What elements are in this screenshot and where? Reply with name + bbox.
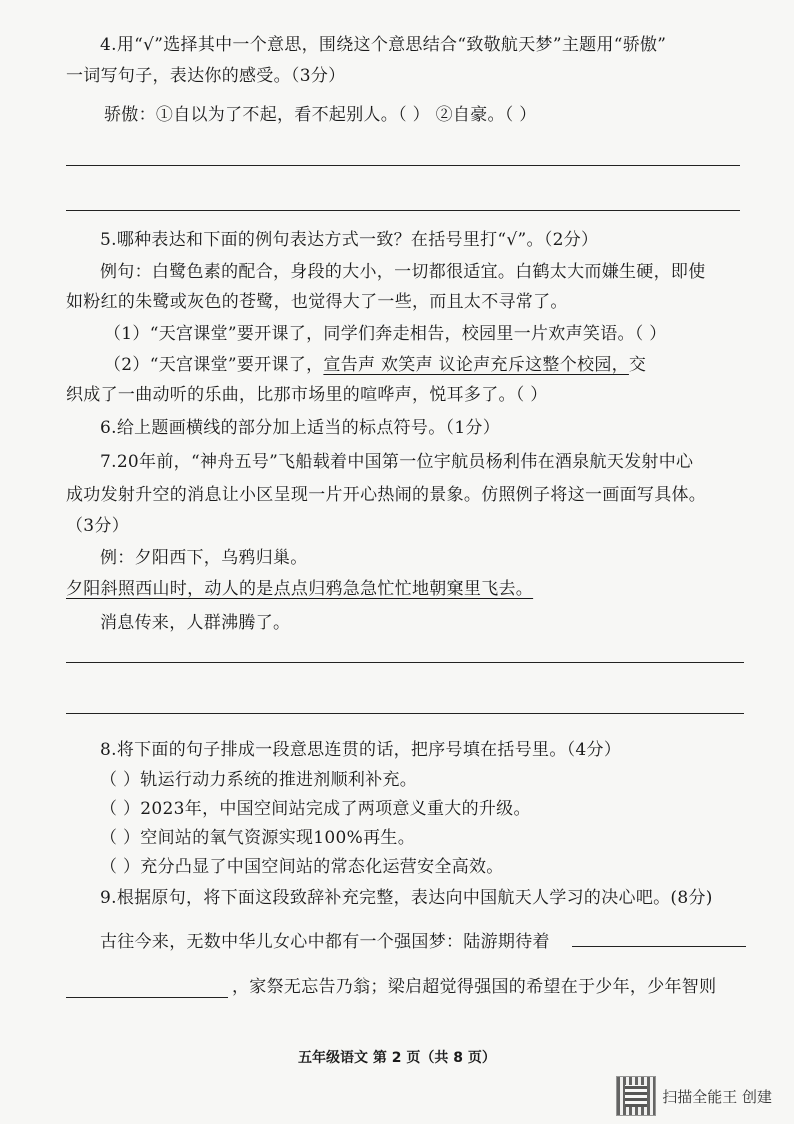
q8-item[interactable]: （ ）充分凸显了中国空间站的常态化运营安全高效。 — [100, 857, 504, 877]
q5-option2-line2: 织成了一曲动听的乐曲，比那市场里的喧哗声，悦耳多了。（ ） — [66, 385, 548, 405]
q9-para2: ，家祭无忘告乃翁；梁启超觉得强国的希望在于少年，少年智则 — [232, 977, 717, 997]
q5-option1: （1）“天宫课堂”要开课了，同学们奔走相告，校园里一片欢声笑语。（ ） — [104, 324, 667, 344]
q7-prompt: 消息传来，人群沸腾了。 — [100, 613, 291, 633]
q7-line3: （3分） — [66, 516, 130, 536]
q5-option2-post: 交 — [628, 355, 647, 375]
q5-option2-pre: （2）“天宫课堂”要开课了， — [104, 355, 324, 375]
q6-line1: 6.给上题画横线的部分加上适当的标点符号。（1分） — [100, 418, 501, 438]
q9-para1: 古往今来，无数中华儿女心中都有一个强国梦：陆游期待着 — [100, 932, 550, 952]
q5-example2: 如粉红的朱鹭或灰色的苍鹭，也觉得大了一些，而且太不寻常了。 — [66, 292, 568, 312]
q8-item[interactable]: （ ）2023年，中国空间站完成了两项意义重大的升级。 — [100, 799, 531, 819]
fill-blank[interactable] — [572, 946, 746, 947]
q9-line1: 9.根据原句，将下面这段致辞补充完整，表达向中国航天人学习的决心吧。(8分) — [100, 888, 713, 908]
q8-item[interactable]: （ ）空间站的氧气资源实现100%再生。 — [100, 828, 416, 848]
page-footer: 五年级语文 第 2 页（共 8 页） — [298, 1050, 496, 1066]
q4-line2: 一词写句子，表达你的感受。（3分） — [66, 66, 346, 86]
q7-line1: 7.20年前，“神舟五号”飞船载着中国第一位宇航员杨利伟在酒泉航天发射中心 — [100, 452, 694, 472]
qr-code-icon — [616, 1076, 656, 1116]
answer-line[interactable] — [66, 662, 744, 663]
q5-option2 — [104, 353, 646, 377]
q4-options: 骄傲：①自以为了不起，看不起别人。（ ） ②自豪。（ ） — [104, 105, 537, 125]
q5-option2-underlined: 宣告声 欢笑声 议论声充斥这整个校园， — [323, 355, 629, 375]
q4-line1: 4.用“√”选择其中一个意思，围绕这个意思结合“致敬航天梦”主题用“骄傲” — [100, 35, 667, 55]
watermark-text: 扫描全能王 创建 — [662, 1087, 772, 1106]
q8-item[interactable]: （ ）轨运行动力系统的推进剂顺利补充。 — [100, 770, 418, 790]
answer-line[interactable] — [66, 165, 740, 166]
q7-line2: 成功发射升空的消息让小区呈现一片开心热闹的景象。仿照例子将这一画面写具体。 — [66, 485, 707, 505]
q5-line1: 5.哪种表达和下面的例句表达方式一致？在括号里打“√”。（2分） — [100, 230, 599, 250]
q7-example: 例：夕阳西下，乌鸦归巢。 — [100, 548, 308, 568]
scanner-watermark — [616, 1076, 772, 1116]
fill-blank[interactable] — [66, 997, 228, 998]
answer-line[interactable] — [66, 210, 740, 211]
answer-line[interactable] — [66, 713, 744, 714]
q8-line1: 8.将下面的句子排成一段意思连贯的话，把序号填在括号里。（4分） — [100, 740, 622, 760]
q5-example1: 例句：白鹭色素的配合，身段的大小，一切都很适宜。白鹤太大而嫌生硬，即使 — [100, 262, 706, 282]
q7-example-expanded: 夕阳斜照西山时，动人的是点点归鸦急急忙忙地朝窠里飞去。 — [66, 579, 534, 599]
